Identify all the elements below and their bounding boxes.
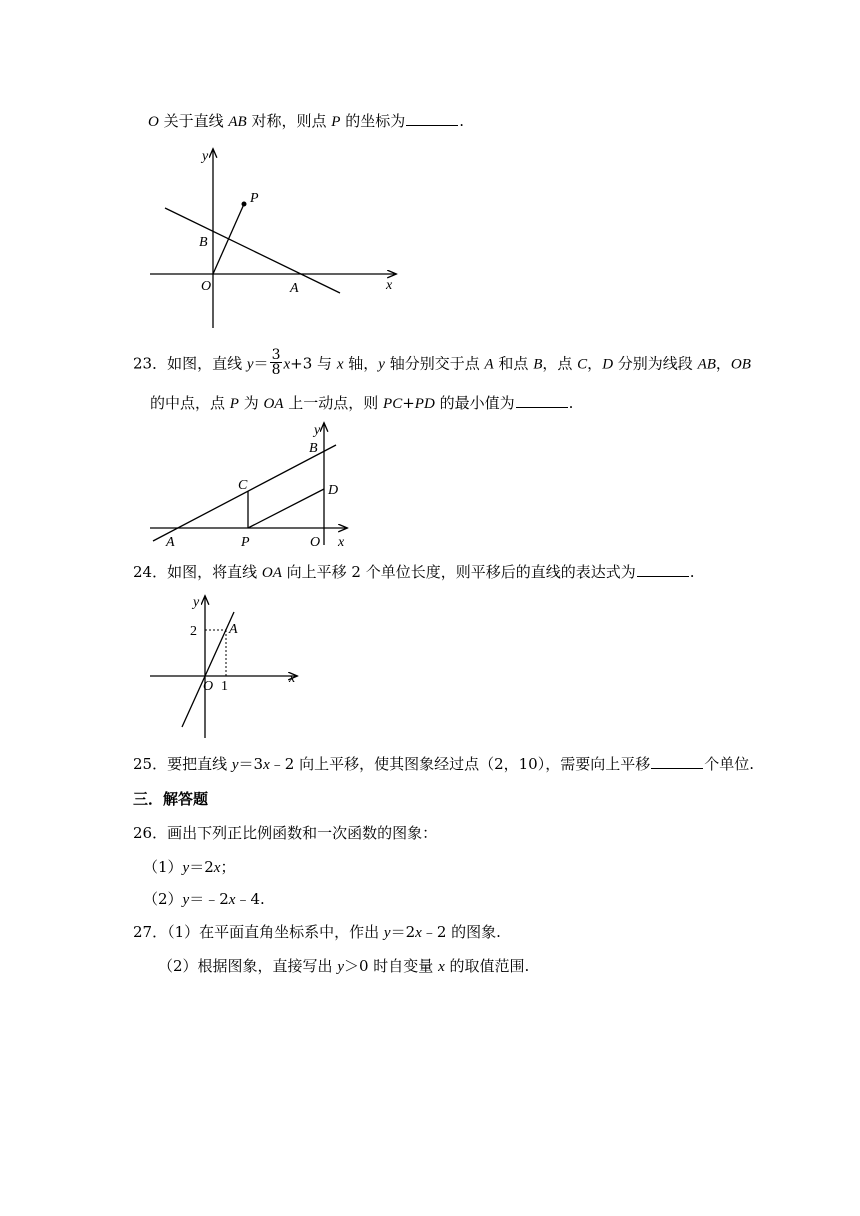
fraction-3-8: $\frac{3}{8}$ <box>271 347 281 378</box>
q24-text-line: 24．如图，将直线 OA 向上平移 2 个单位长度，则平移后的直线的表达式为 . <box>133 563 695 581</box>
q27-line1: 27．（1）在平面直角坐标系中，作出 y＝2x﹣2 的图象. <box>133 923 501 941</box>
q27-line2: （2）根据图象，直接写出 y＞0 时自变量 x 的取值范围. <box>158 957 530 975</box>
label-y: y <box>202 149 209 164</box>
q25-text-line: 25．要把直线 y＝3x﹣2 向上平移，使其图象经过点（2，10），需要向上平移 个单位. <box>133 755 754 773</box>
label-x: x <box>338 535 345 550</box>
label-b: B <box>199 235 208 250</box>
q26-sub2: （2）y＝﹣2x﹣4. <box>143 890 265 908</box>
label-b: B <box>309 441 318 456</box>
q26-sub1: （1）y＝2x； <box>143 858 236 876</box>
label-a: A <box>166 535 175 550</box>
label-o: O <box>201 279 212 294</box>
label-x: x <box>289 671 296 686</box>
label-a: A <box>290 281 299 296</box>
label-y: y <box>193 595 200 610</box>
label-a: A <box>229 622 238 637</box>
section-heading: 三．解答题 <box>133 790 209 808</box>
label-o: O <box>203 679 214 694</box>
label-y: y <box>314 423 321 438</box>
label-d: D <box>328 483 339 498</box>
answer-blank[interactable] <box>651 754 703 769</box>
q23-line1: 23．如图，直线 y＝ $\frac{3}{8}$ x+3 与 x 轴，y 轴分别交于点 A 和点 B，点 C，D 分别为线段 AB，OB <box>133 347 751 378</box>
q26-text-line: 26．画出下列正比例函数和一次函数的图象： <box>133 824 438 842</box>
label-2: 2 <box>190 624 197 639</box>
q22-text-line: O 关于直线 AB 对称，则点 P 的坐标为 . <box>148 112 464 130</box>
label-c: C <box>238 478 248 493</box>
label-p: P <box>241 535 250 550</box>
label-1: 1 <box>221 679 228 694</box>
label-o: O <box>310 535 321 550</box>
label-p: P <box>250 191 259 206</box>
q23-line2: 的中点，点 P 为 OA 上一动点，则 PC+PD 的最小值为 . <box>150 394 574 412</box>
label-x: x <box>386 278 393 293</box>
